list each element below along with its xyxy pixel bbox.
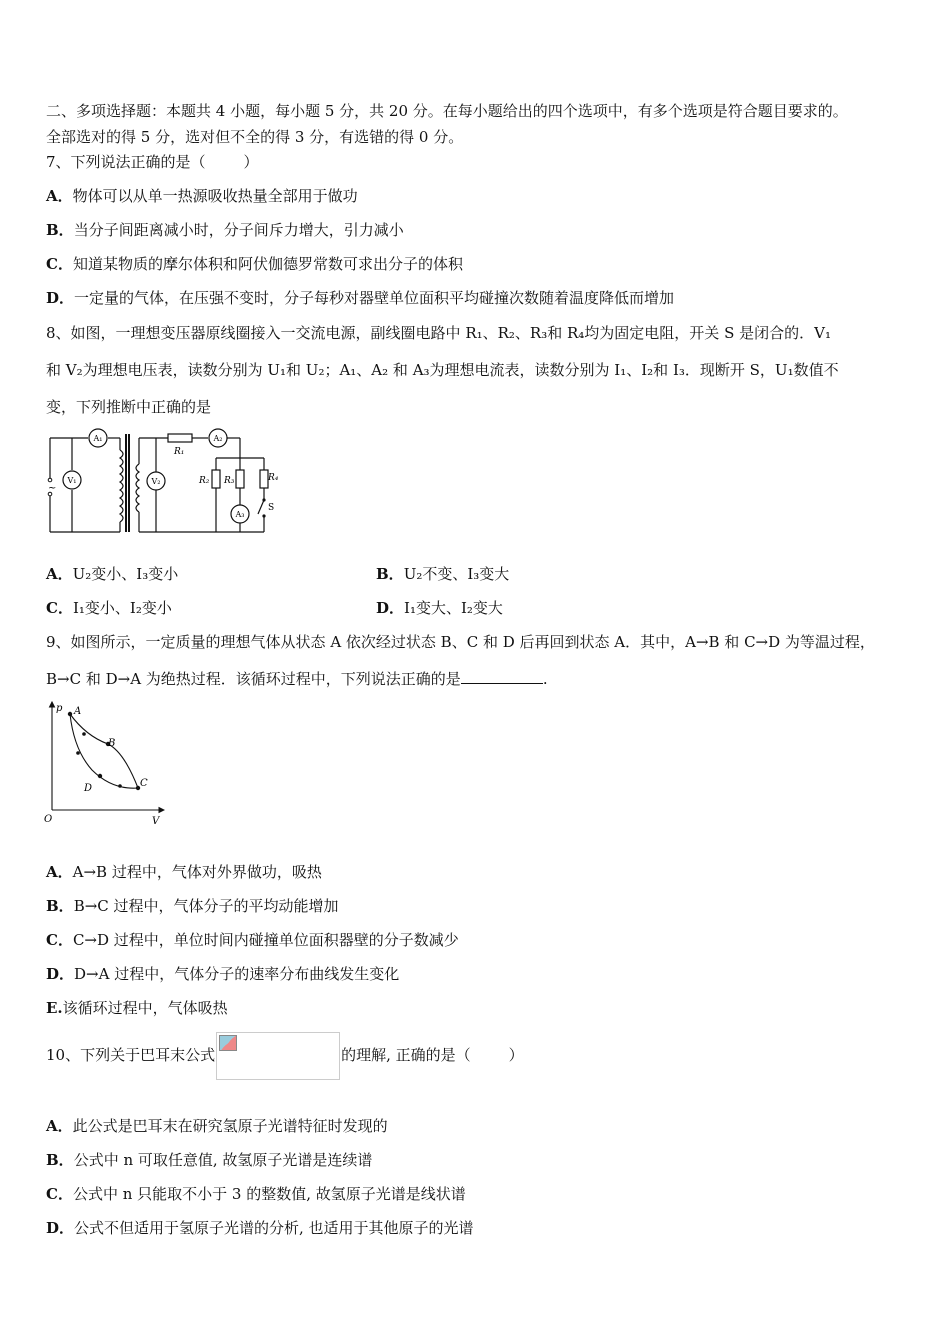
resistor-r3-label: R₃: [224, 476, 235, 486]
meter-a1-label: A₁: [93, 434, 103, 443]
meter-a3-label: A₃: [235, 510, 245, 519]
q10-option-d: D．公式不但适用于氢原子光谱的分析, 也适用于其他原子的光谱: [46, 1219, 474, 1237]
section-header-line2: 全部选对的得 5 分，选对但不全的得 3 分，有选错的得 0 分。: [46, 128, 464, 146]
q7-option-c: C．知道某物质的摩尔体积和阿伏伽德罗常数可求出分子的体积: [46, 255, 463, 273]
meter-v1-label: V₁: [67, 476, 77, 485]
q9-option-a: A．A→B 过程中，气体对外界做功，吸热: [46, 863, 322, 881]
q8-stem-line2: 和 V₂为理想电压表，读数分别为 U₁和 U₂；A₁、A₂ 和 A₃为理想电流表，读数分别为 I₁、I₂和 I₃．现断开 S，U₁数值不: [46, 361, 839, 379]
q9-stem-line1: 9、如图所示，一定质量的理想气体从状态 A 依次经过状态 B、C 和 D 后再回到状态 A．其中，A→B 和 C→D 为等温过程，: [46, 633, 875, 651]
q10-option-b: B．公式中 n 可取任意值, 故氢原子光谱是连续谱: [46, 1151, 373, 1169]
q7-option-b: B．当分子间距离减小时，分子间斥力增大，引力减小: [46, 221, 404, 239]
resistor-r4-label: R₄: [268, 473, 279, 483]
q8-stem-line3: 变，下列推断中正确的是: [46, 398, 212, 416]
meter-v2-label: V₂: [151, 477, 161, 486]
point-c-label: C: [140, 778, 148, 789]
switch-s-label: S: [268, 503, 275, 513]
q10-stem: 10、下列关于巴耳末公式 的理解, 正确的是（ ）: [46, 1030, 524, 1080]
point-a-label: A: [74, 706, 82, 717]
q8-option-c: C．I₁变小、I₂变小: [46, 599, 172, 617]
q9-option-d: D．D→A 过程中，气体分子的速率分布曲线发生变化: [46, 965, 400, 983]
q8-option-b: B．U₂不变、I₃变大: [376, 565, 510, 583]
q9-option-c: C．C→D 过程中，单位时间内碰撞单位面积器壁的分子数减少: [46, 931, 459, 949]
x-axis-label: V: [152, 816, 160, 827]
resistor-r2-label: R₂: [199, 476, 210, 486]
q7-option-a: A．物体可以从单一热源吸收热量全部用于做功: [46, 187, 358, 205]
formula-image-placeholder: [216, 1032, 340, 1080]
answer-blank[interactable]: [461, 669, 543, 684]
q7-stem-close: ）: [243, 153, 259, 171]
meter-a2-label: A₂: [213, 434, 223, 443]
pv-cycle-diagram: [42, 698, 172, 830]
q7-stem-text: 7、下列说法正确的是（: [46, 153, 206, 171]
q9-option-b: B．B→C 过程中，气体分子的平均动能增加: [46, 897, 339, 915]
point-b-label: B: [108, 738, 116, 749]
y-axis-label: p: [56, 703, 63, 714]
q10-option-a: A．此公式是巴耳末在研究氢原子光谱特征时发现的: [46, 1117, 388, 1135]
q8-option-d: D．I₁变大、I₂变大: [376, 599, 503, 617]
resistor-r1-label: R₁: [174, 447, 185, 457]
q9-option-e: E.该循环过程中，气体吸热: [46, 999, 228, 1017]
q7-option-d: D．一定量的气体，在压强不变时，分子每秒对器壁单位面积平均碰撞次数随着温度降低而增加: [46, 289, 675, 307]
ac-source-symbol: ~: [48, 483, 57, 494]
origin-label: O: [44, 814, 53, 825]
broken-image-icon: [219, 1035, 237, 1051]
q7-stem: [46, 152, 259, 172]
q8-option-a: A．U₂变小、I₃变小: [46, 565, 179, 583]
section-header-line1: 二、多项选择题：本题共 4 小题，每小题 5 分，共 20 分。在每小题给出的四个选项中，有多个选项是符合题目要求的。: [46, 102, 848, 120]
q8-stem-line1: 8、如图，一理想变压器原线圈接入一交流电源，副线圈电路中 R₁、R₂、R₃和 R₄均为固定电阻，开关 S 是闭合的．V₁: [46, 324, 831, 342]
q9-stem-line2: B→C 和 D→A 为绝热过程．该循环过程中，下列说法正确的是 .: [46, 670, 548, 688]
transformer-circuit-diagram: [44, 426, 284, 536]
q10-option-c: C．公式中 n 只能取不小于 3 的整数值, 故氢原子光谱是线状谱: [46, 1185, 466, 1203]
point-d-label: D: [84, 783, 93, 794]
